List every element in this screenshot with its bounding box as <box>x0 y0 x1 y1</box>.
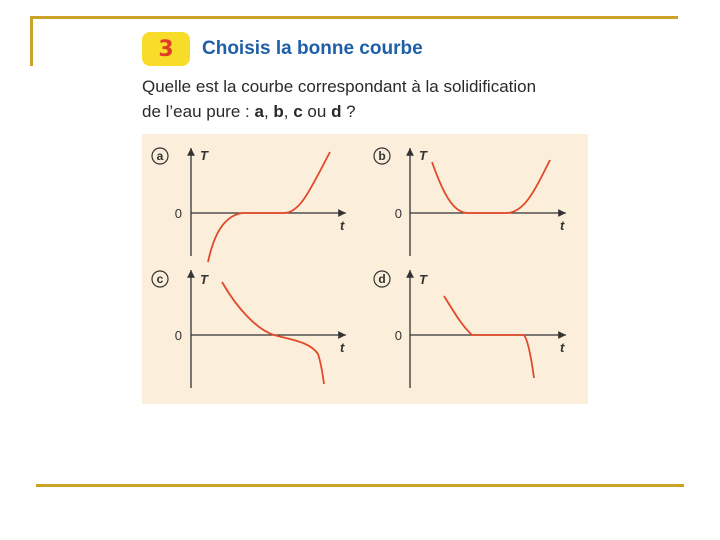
graph-b-y-label: T <box>419 148 427 163</box>
graph-a-x-label: t <box>340 218 345 233</box>
graph-b <box>374 148 566 256</box>
graph-c-x-label: t <box>340 340 345 355</box>
question-end: ? <box>341 102 356 121</box>
graph-a-label: a <box>156 149 164 163</box>
graph-b-zero-label: 0 <box>394 206 402 221</box>
option-d-text: d <box>331 102 342 121</box>
graph-a-zero-label: 0 <box>174 206 182 221</box>
graph-b-curve <box>432 160 550 213</box>
exercise-number-badge: 3 <box>142 32 190 66</box>
graph-d-curve <box>444 296 534 378</box>
graph-d <box>374 270 566 388</box>
frame-line-top <box>30 16 678 19</box>
graph-c-label: c <box>156 272 164 286</box>
question-prefix: de l’eau pure : <box>142 102 255 121</box>
graph-c <box>152 270 346 388</box>
separator-2: , <box>283 102 294 121</box>
question-line-1: Quelle est la courbe correspondant à la solidification <box>142 77 537 96</box>
exercise-title: Choisis la bonne courbe <box>202 38 423 59</box>
question-line-2 <box>142 99 592 124</box>
graph-c-curve <box>222 282 324 384</box>
frame-line-left <box>30 16 33 66</box>
exercise-card <box>134 26 596 408</box>
exercise-header <box>142 32 423 66</box>
graph-a-curve <box>208 152 330 262</box>
graph-a <box>152 148 346 262</box>
separator-1: , <box>263 102 274 121</box>
option-c-text: c <box>293 102 303 121</box>
graph-c-zero-label: 0 <box>174 328 182 343</box>
question-text <box>142 74 592 124</box>
graph-a-y-label: T <box>200 148 208 163</box>
graphs-svg <box>142 134 588 404</box>
graph-b-x-label: t <box>560 218 565 233</box>
graph-c-y-label: T <box>200 272 208 287</box>
conjunction: ou <box>302 102 332 121</box>
graph-d-y-label: T <box>419 272 427 287</box>
graph-d-zero-label: 0 <box>394 328 402 343</box>
graph-d-x-label: t <box>560 340 565 355</box>
option-a-text: a <box>254 102 264 121</box>
frame-line-bottom <box>36 484 684 487</box>
graphs-panel <box>142 134 588 404</box>
option-b-text: b <box>273 102 284 121</box>
graph-d-label: d <box>378 272 386 286</box>
graph-b-label: b <box>378 149 386 163</box>
